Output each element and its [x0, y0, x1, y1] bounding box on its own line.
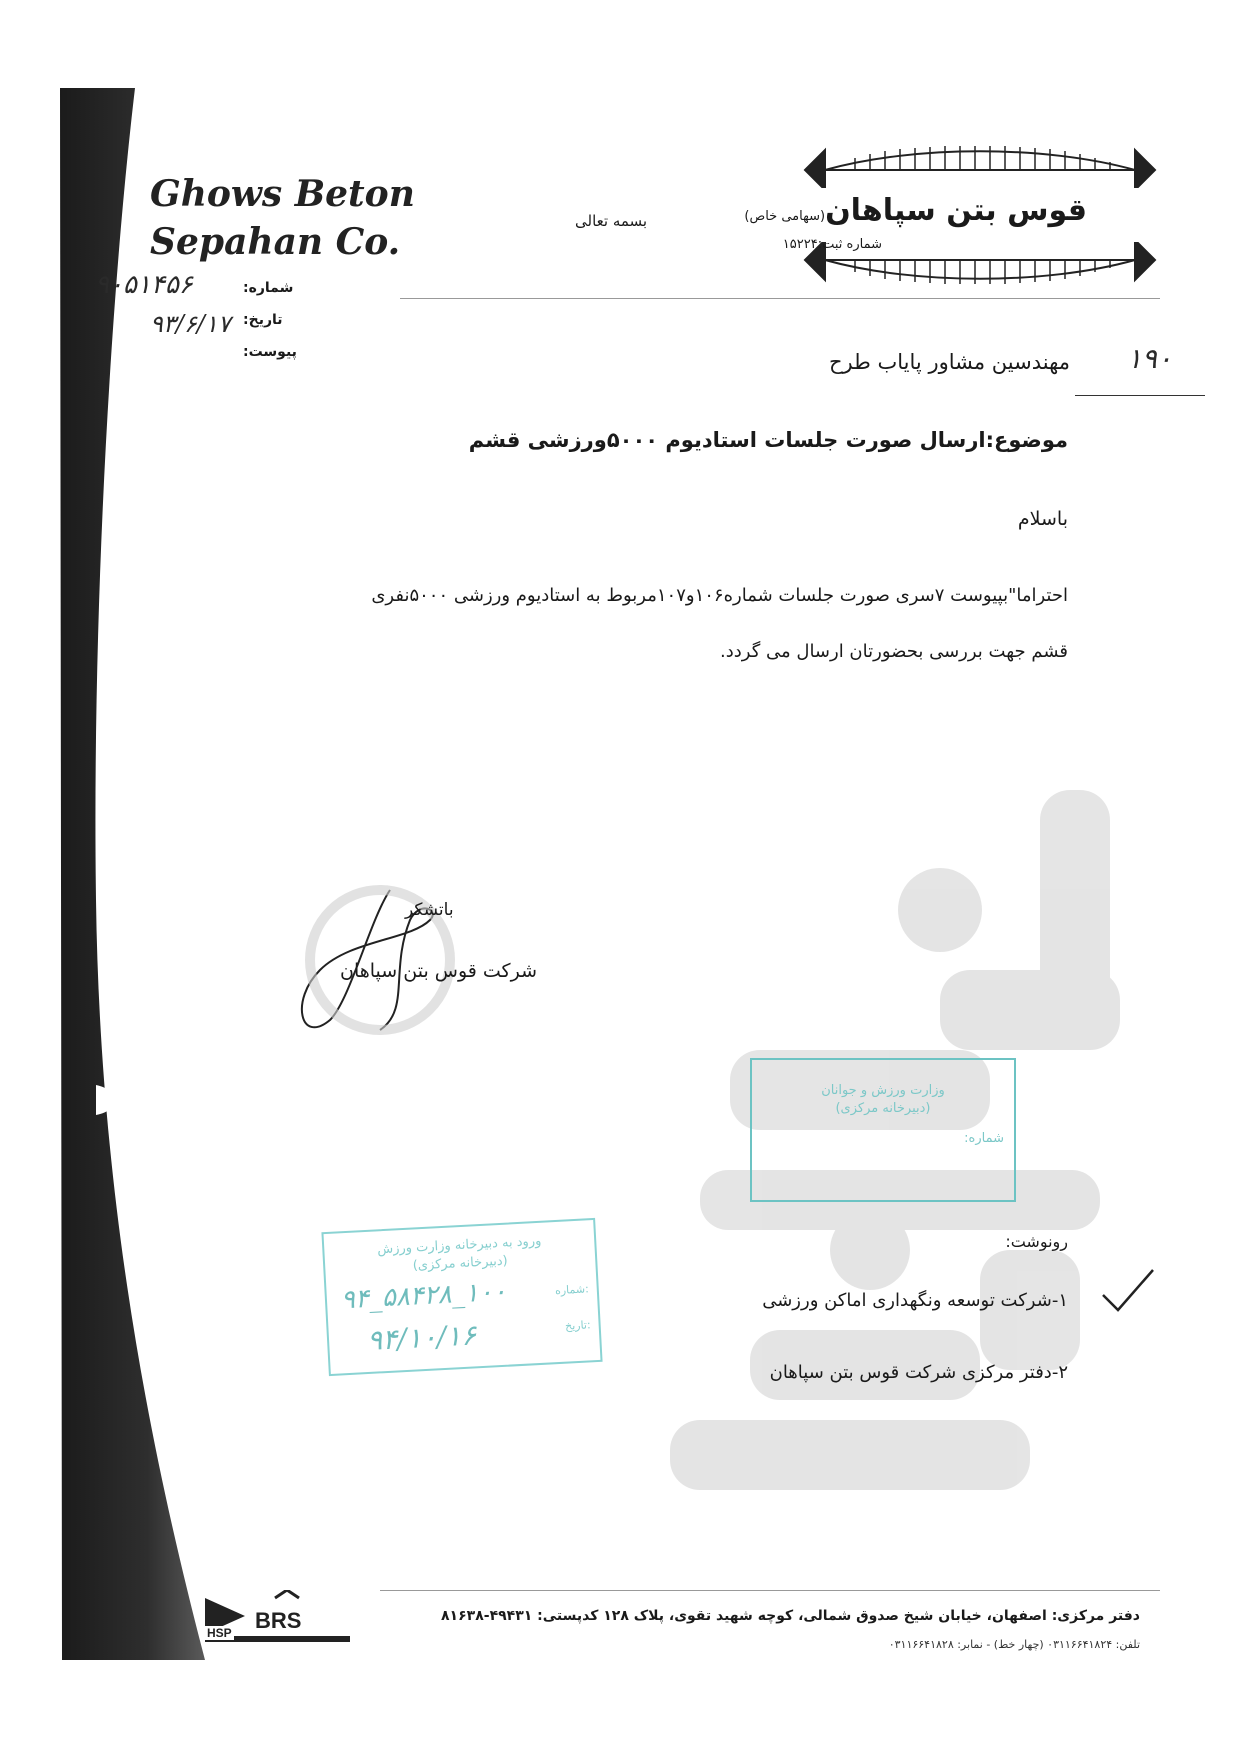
- footer-divider: [380, 1590, 1160, 1591]
- letter-date-handwritten: ۹۳/۶/۱۷: [150, 310, 231, 338]
- header-divider: [400, 298, 1160, 299]
- cc-item-1: ۱-شرکت توسعه ونگهداری اماکن ورزشی: [762, 1290, 1068, 1311]
- signature-thanks: باتشکر: [405, 900, 454, 920]
- letter-subject: موضوع:ارسال صورت جلسات استادیوم ۵۰۰۰ورزشی قشم: [468, 428, 1068, 452]
- stamp2-number: ۹۴_۵۸۴۲۸_۱۰۰: [340, 1276, 508, 1316]
- company-name-english: [150, 170, 415, 266]
- body-line-1: احتراما"بپیوست ۷سری صورت جلسات شماره۱۰۶و۱۰۷مربوط به استادیوم ورزشی ۵۰۰۰نفری: [371, 585, 1068, 606]
- stamp1-number-label: شماره:: [964, 1131, 1004, 1146]
- company-name-fa: قوس بتن سپاهان: [825, 193, 1087, 228]
- recipient-number: ۱۹۰: [1126, 342, 1172, 375]
- footer-address: دفتر مرکزی: اصفهان، خیابان شیخ صدوق شمالی، کوچه شهید تقوی، پلاک ۱۲۸ کدپستی: ۴۹۴۳۱-۸۱۶۳۸: [441, 1608, 1140, 1624]
- greeting: باسلام: [1017, 508, 1068, 530]
- stamp2-line1: ورود به دبیرخانه وزارت ورزش: [376, 1233, 542, 1258]
- company-type: (سهامی خاص): [744, 209, 826, 224]
- cc-label: رونوشت:: [1005, 1232, 1068, 1251]
- company-name-en-line2: Sepahan Co.: [150, 221, 401, 263]
- number-label: شماره:: [243, 280, 294, 296]
- body-line-2: قشم جهت بررسی بحضورتان ارسال می گردد.: [720, 641, 1068, 662]
- stamp2-date-label: تاریخ:: [564, 1318, 591, 1333]
- company-name-persian: [744, 193, 1087, 228]
- registry-stamp-2: [321, 1218, 602, 1376]
- stamp2-date: ۹۴/۱۰/۱۶: [366, 1318, 477, 1358]
- date-label: تاریخ:: [243, 312, 283, 328]
- company-name-en-line1: Ghows Beton: [150, 173, 415, 215]
- recipient-underline: [1075, 395, 1205, 396]
- letter-body: [208, 568, 1068, 680]
- brs-certification-logo: [205, 1590, 350, 1642]
- hsp-logo-text: HSP: [207, 1626, 232, 1640]
- stamp1-line1: وزارت ورزش و جوانان: [821, 1083, 945, 1098]
- registry-stamp-1: [750, 1058, 1016, 1202]
- stamp2-line2: (دبیرخانه مرکزی): [412, 1253, 509, 1274]
- recipient: مهندسین مشاور پایاب طرح: [828, 350, 1070, 374]
- letter-number-handwritten: ۹۰۵۱۴۵۶: [95, 270, 193, 300]
- attachment-label: پیوست:: [243, 344, 297, 360]
- registration-number: شماره ثبت:۱۵۲۲۴: [782, 237, 882, 252]
- brs-logo-text: BRS: [255, 1608, 302, 1633]
- cc-item-2: ۲-دفتر مرکزی شرکت قوس بتن سپاهان: [769, 1362, 1068, 1383]
- besmeh-text: بسمه تعالی: [575, 212, 648, 230]
- footer-phones: تلفن: ۰۳۱۱۶۶۴۱۸۲۴ (چهار خط) - نمابر: ۰۳۱۱۶۶۴۱۸۲۸: [888, 1638, 1140, 1651]
- stamp2-number-label: شماره:: [554, 1282, 590, 1298]
- stamp1-line2: (دبیرخانه مرکزی): [835, 1101, 931, 1116]
- checkmark-icon: [1098, 1265, 1158, 1315]
- signature-company: شرکت قوس بتن سپاهان: [340, 960, 538, 982]
